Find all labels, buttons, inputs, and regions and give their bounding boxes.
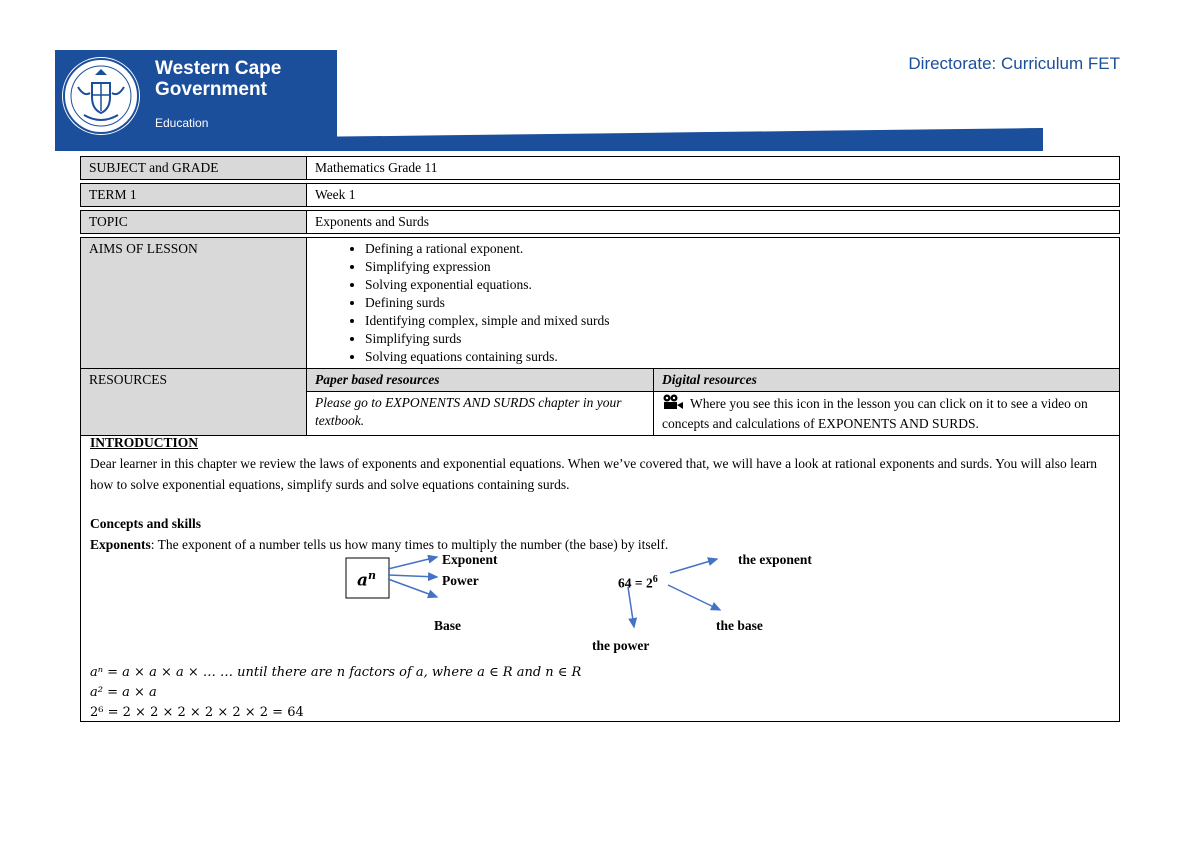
digital-resources-text: Where you see this icon in the lesson you can click on it to see a video on concepts and calculations of EXPONENTS AND SURDS. [662,396,1088,431]
resources-label: RESOURCES [81,369,307,436]
label-base: Base [434,618,461,633]
label-the-base: the base [716,618,763,633]
aim-item: • Defining a rational exponent. [365,240,1111,258]
introduction-section [80,430,1120,722]
aims-row [81,238,1120,369]
exponents-definition [90,534,1110,555]
aim-item: • Simplifying surds [365,330,1111,348]
label-the-power: the power [592,638,650,653]
directorate-label: Directorate: Curriculum FET [908,54,1120,73]
exponent-diagram [90,552,1110,663]
an-expression: $a^n$ [357,569,377,591]
arrow-to-exponent [388,557,437,569]
arrow-to-the-exponent [670,559,717,573]
math-example-a2: a² = a × a [90,685,157,700]
arrow-to-base [388,579,437,597]
label-exponent: Exponent [442,552,498,567]
subject-value: Mathematics Grade 11 [307,157,1120,180]
aims-label: AIMS OF LESSON [81,238,307,369]
subject-row [81,157,1120,180]
math-example-2-6: 2⁶ = 2 × 2 × 2 × 2 × 2 × 2 = 64 [90,705,304,720]
digital-resources-heading: Digital resources [654,369,1120,392]
header-swoosh [55,128,1043,151]
aim-item: • Defining surds [365,294,1111,312]
introduction-title: INTRODUCTION [90,435,199,450]
video-camera-icon[interactable] [662,394,684,415]
equation-64: $64 = 2^6$ [618,574,658,591]
term-value: Week 1 [307,184,1120,207]
aim-item: • Identifying complex, simple and mixed surds [365,312,1111,330]
introduction-paragraph: Dear learner in this chapter we review the laws of exponents and exponential equations. When we’ve covered that, we will have a look at rational exponents and surds. You will also learn how to solve exponential equations, simplify surds and solve equations containing surds. [90,456,1098,492]
term-row [81,184,1120,207]
subject-label: SUBJECT and GRADE [81,157,307,180]
coat-of-arms-icon [62,57,140,135]
brand-subtitle: Education [155,116,209,130]
label-power: Power [442,573,479,588]
aim-item: • Solving exponential equations. [365,276,1111,294]
math-definition-line: aⁿ = a × a × a × … … until there are n factors of a, where a ∈ R and n ∈ R [90,665,582,680]
topic-value: Exponents and Surds [307,211,1120,234]
arrow-to-the-base [668,585,720,610]
resources-header-row [81,369,1120,392]
aim-item: • Solving equations containing surds. [365,348,1111,366]
label-the-exponent: the exponent [738,552,812,567]
aims-list [315,240,1111,366]
arrow-to-power [388,575,437,577]
term-label: TERM 1 [81,184,307,207]
concepts-title: Concepts and skills [90,516,202,531]
aims-list-cell [307,238,1120,369]
aim-item: • Simplifying expression [365,258,1111,276]
lesson-info-table [80,156,1120,436]
brand-line-2: Government [155,79,267,100]
exponents-definition-text: : The exponent of a number tells us how many times to multiply the number (the base) by itself. [150,537,669,552]
exponents-term: Exponents [90,537,151,552]
paper-resources-text: Please go to EXPONENTS AND SURDS chapter in your textbook. [307,392,654,436]
paper-resources-heading: Paper based resources [307,369,654,392]
brand-line-1: Western Cape [155,58,282,79]
topic-label: TOPIC [81,211,307,234]
digital-resources-cell [654,392,1120,436]
topic-row [81,211,1120,234]
